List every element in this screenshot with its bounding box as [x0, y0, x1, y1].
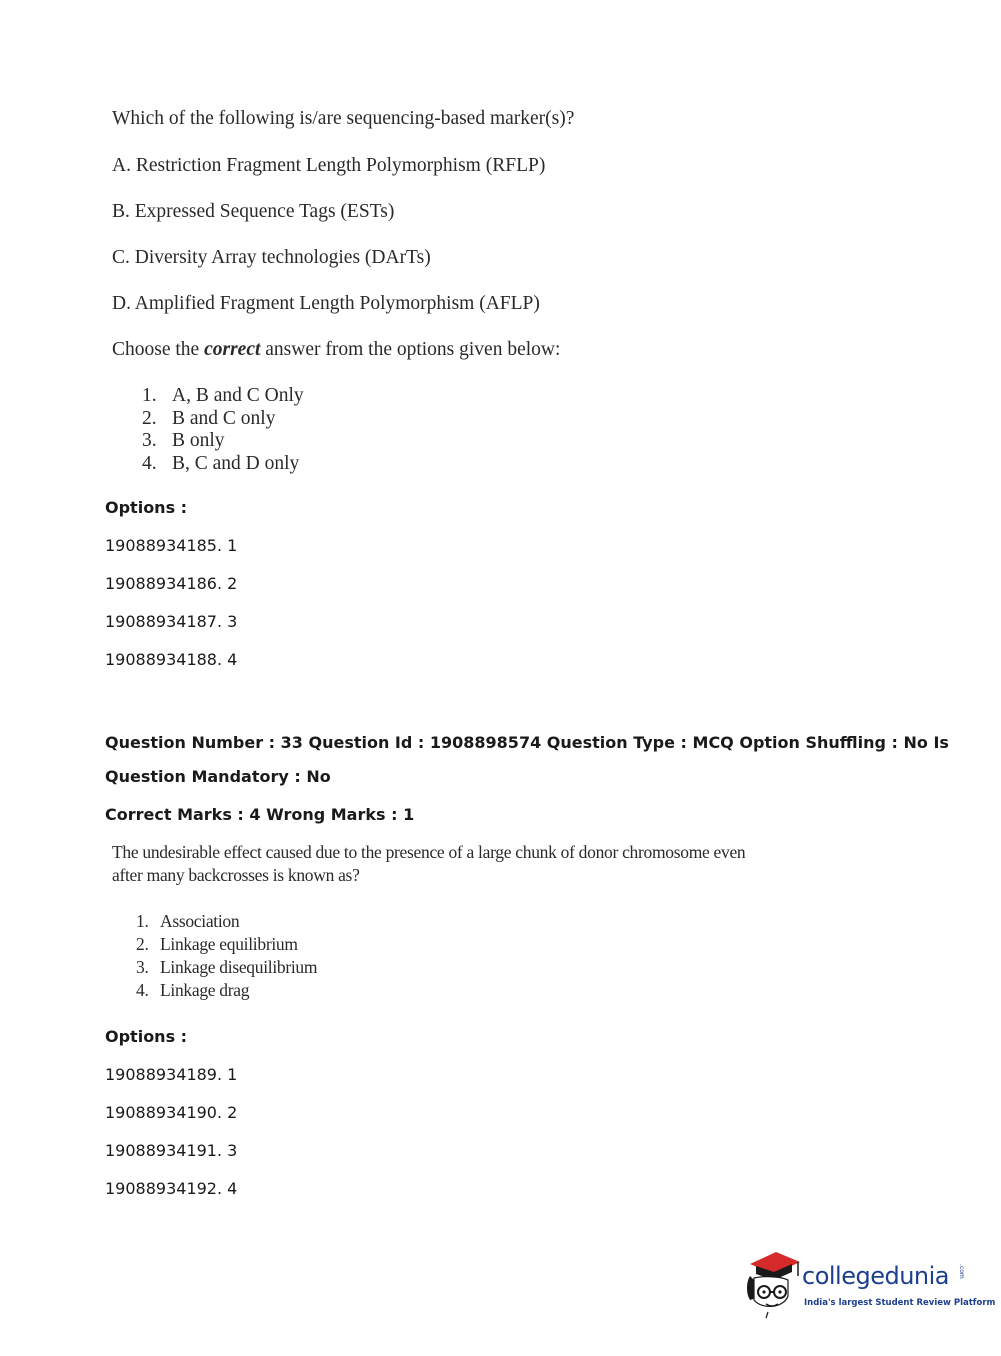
list-item	[142, 430, 304, 453]
question-mandatory: Question Mandatory : No	[105, 767, 331, 786]
option-item: 19088934186. 2	[105, 574, 238, 593]
statement-a: A. Restriction Fragment Length Polymorphism (RFLP)	[112, 155, 546, 176]
choice-text: B and C only	[172, 407, 276, 429]
list-item	[142, 385, 304, 408]
list-item	[136, 979, 317, 1002]
choice-number: 4.	[136, 980, 149, 1000]
question-2-stem-line-1: The undesirable effect caused due to the presence of a large chunk of donor chromosome even	[112, 842, 746, 862]
option-item: 19088934192. 4	[105, 1179, 238, 1198]
choice-text: A, B and C Only	[172, 385, 304, 406]
option-item: 19088934188. 4	[105, 650, 238, 669]
choose-suffix: answer from the options given below:	[260, 339, 561, 360]
choice-text: Association	[160, 911, 240, 931]
mascot-icon	[742, 1250, 804, 1320]
question-1-choices	[142, 385, 304, 476]
choose-instruction	[112, 339, 560, 361]
statement-c: C. Diversity Array technologies (DArTs)	[112, 247, 431, 268]
statement-d: D. Amplified Fragment Length Polymorphism (AFLP)	[112, 293, 540, 314]
collegedunia-logo	[742, 1250, 996, 1320]
choice-text: Linkage equilibrium	[160, 934, 298, 954]
choice-text: Linkage disequilibrium	[160, 957, 318, 977]
options-label: Options :	[105, 1027, 188, 1046]
option-item: 19088934190. 2	[105, 1103, 238, 1122]
question-2-stem-line-2: after many backcrosses is known as?	[112, 865, 360, 885]
choice-number: 2.	[136, 934, 149, 954]
choice-number: 4.	[142, 453, 157, 475]
question-2-choices	[136, 910, 317, 1002]
list-item	[142, 408, 304, 431]
option-item: 19088934189. 1	[105, 1065, 238, 1084]
choose-emphasis: correct	[204, 339, 261, 360]
option-item: 19088934187. 3	[105, 612, 238, 631]
choice-text: B only	[172, 430, 225, 452]
choose-prefix: Choose the	[112, 339, 205, 360]
choice-text: Linkage drag	[160, 980, 250, 1000]
options-label: Options :	[105, 498, 188, 517]
choice-number: 1.	[142, 385, 157, 406]
marks-line: Correct Marks : 4 Wrong Marks : 1	[105, 805, 415, 824]
choice-number: 2.	[142, 407, 157, 429]
statement-b: B. Expressed Sequence Tags (ESTs)	[112, 201, 395, 222]
choice-number: 1.	[136, 911, 149, 931]
list-item	[136, 933, 317, 956]
question-1-stem: Which of the following is/are sequencing-based marker(s)?	[112, 108, 575, 129]
logo-tagline: India's largest Student Review Platform	[804, 1298, 996, 1308]
logo-suffix: .com	[958, 1264, 965, 1279]
list-item	[142, 453, 304, 476]
list-item	[136, 910, 317, 933]
choice-number: 3.	[142, 430, 157, 452]
logo-name: collegedunia	[802, 1262, 950, 1290]
question-meta: Question Number : 33 Question Id : 1908898574 Question Type : MCQ Option Shuffling : No Is	[105, 733, 949, 752]
choice-number: 3.	[136, 957, 149, 977]
option-item: 19088934191. 3	[105, 1141, 238, 1160]
list-item	[136, 956, 317, 979]
choice-text: B, C and D only	[172, 453, 300, 475]
option-item: 19088934185. 1	[105, 536, 238, 555]
